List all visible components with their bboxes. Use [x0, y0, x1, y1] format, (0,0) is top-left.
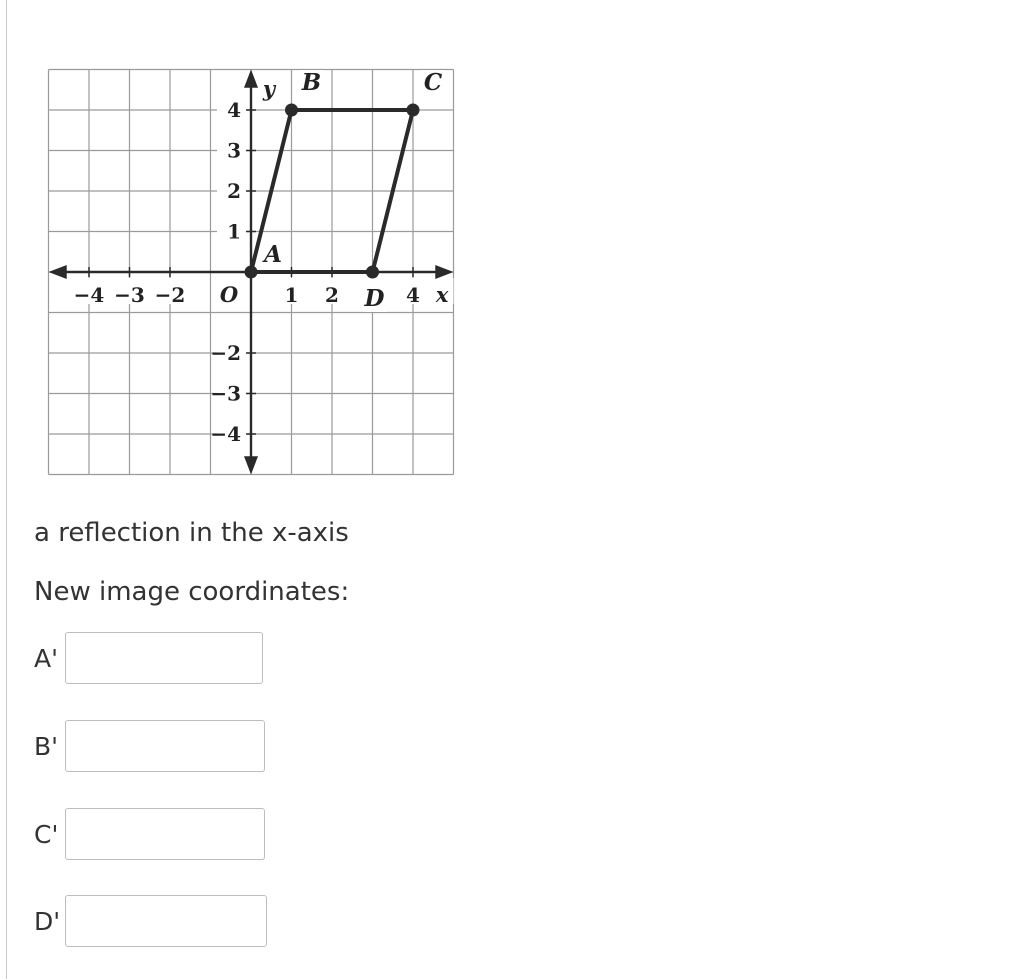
answer-input-c[interactable]: [65, 808, 265, 860]
x-tick-label: 4: [406, 283, 420, 307]
y-tick-label: 4: [227, 98, 241, 122]
answer-label-a: A': [34, 644, 58, 673]
answer-input-d[interactable]: [65, 895, 267, 947]
vertex-label-b: B: [301, 69, 322, 96]
y-tick-label: −2: [210, 341, 241, 365]
answer-label-b: B': [34, 732, 59, 761]
y-tick-label: 3: [227, 138, 241, 163]
y-axis-arrow-up: [244, 70, 258, 88]
y-axis-arrow-down: [244, 456, 258, 474]
origin-label: O: [219, 282, 239, 307]
answer-row-c: [34, 808, 294, 864]
coordinates-heading: New image coordinates:: [34, 577, 350, 607]
answer-input-b[interactable]: [65, 720, 265, 772]
vertex-label-a: A: [264, 241, 282, 268]
y-tick-label: −3: [210, 381, 241, 406]
answer-row-b: [34, 720, 294, 776]
x-tick-label: −2: [154, 283, 186, 307]
answer-row-a: [34, 632, 294, 688]
vertex-label-d: D: [364, 285, 385, 312]
answer-label-c: C': [34, 820, 59, 849]
y-tick-label: −4: [210, 422, 241, 446]
answer-label-d: D': [34, 907, 61, 936]
answer-input-a[interactable]: [65, 632, 263, 684]
y-tick-label: 2: [227, 179, 241, 203]
x-tick-label: 2: [325, 283, 339, 307]
x-axis-arrow-right: [435, 265, 453, 279]
x-tick-label: 1: [284, 283, 299, 307]
y-tick-label: 1: [227, 219, 241, 244]
vertex-label-c: C: [423, 69, 443, 96]
x-tick-label: −4: [73, 283, 105, 307]
x-tick-label: −3: [114, 283, 145, 307]
x-axis-arrow-left: [49, 265, 67, 279]
vertex-point-b: [285, 104, 298, 117]
coordinate-graph: [38, 62, 468, 482]
x-axis-label: x: [435, 282, 449, 307]
y-axis-label: y: [262, 75, 276, 101]
vertex-point-d: [366, 266, 379, 279]
vertex-point-c: [407, 104, 420, 117]
page-left-border: [6, 0, 7, 979]
answer-row-d: [34, 895, 294, 951]
transformation-prompt: a reflection in the x-axis: [34, 518, 349, 548]
vertex-point-a: [245, 266, 258, 279]
